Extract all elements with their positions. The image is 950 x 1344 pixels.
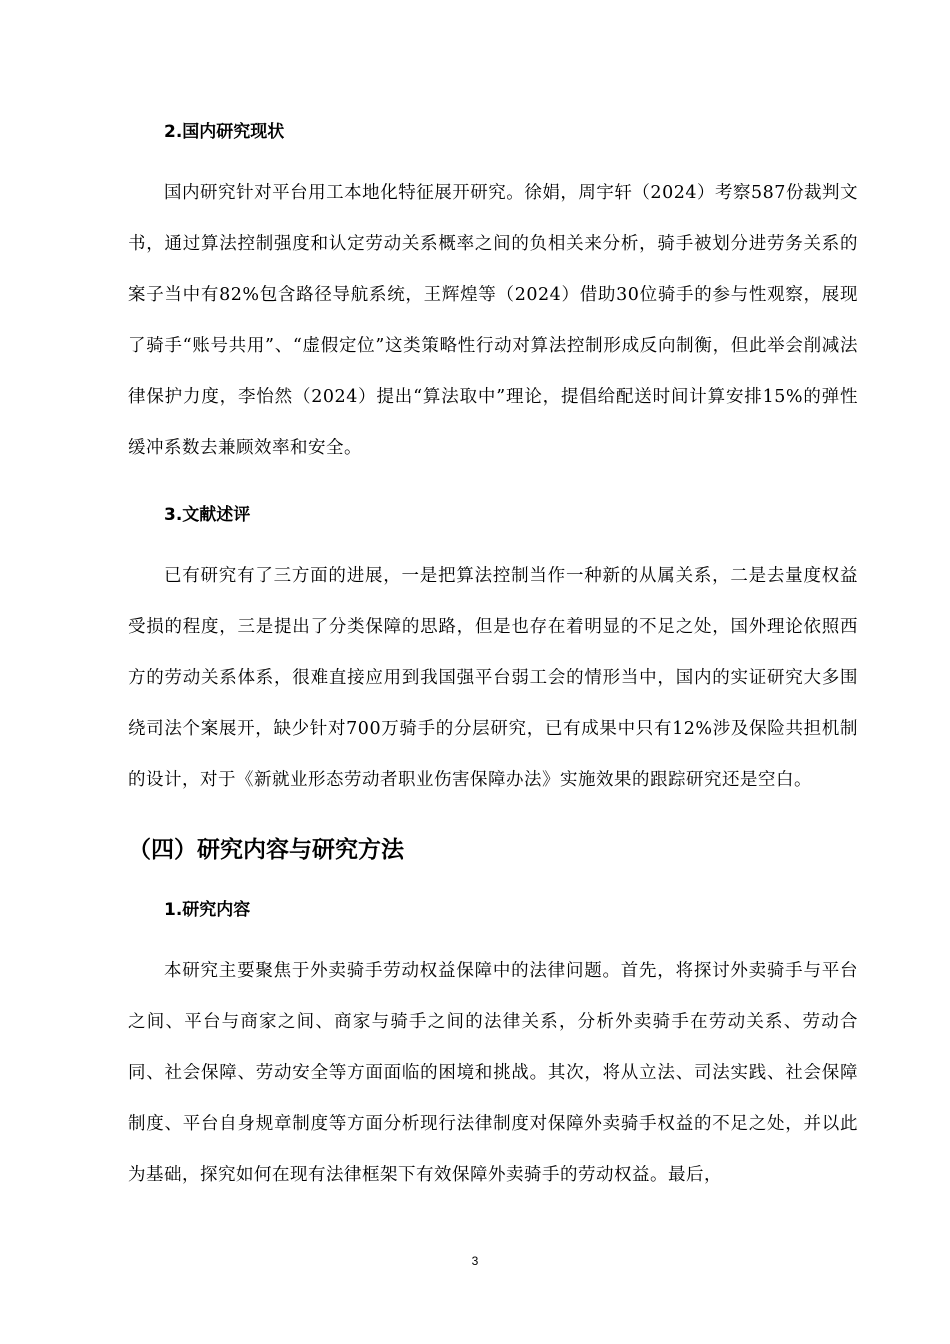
paragraph-domestic-research: 国内研究针对平台用工本地化特征展开研究。徐娟，周宇轩（2024）考察587份裁判文书，通过算法控制强度和认定劳动关系概率之间的负相关来分析，骑手被划分进劳务关系的案子当中有82%包含路径导航系统，王辉煌等（2024）借助30位骑手的参与性观察，展现了骑手“账号共用”、“虚假定位”这类策略性行动对算法控制形成反向制衡，但此举会削减法律保护力度，李怡然（2024）提出“算法取中”理论，提倡给配送时间计算安排15%的弹性缓冲系数去兼顾效率和安全。 — [128, 183, 858, 458]
page-content — [128, 116, 858, 1201]
page-number: 3 — [471, 1254, 479, 1268]
heading-part-four: （四）研究内容与研究方法 — [128, 837, 404, 863]
paragraph-research-content: 本研究主要聚焦于外卖骑手劳动权益保障中的法律问题。首先，将探讨外卖骑手与平台之间、平台与商家之间、商家与骑手之间的法律关系，分析外卖骑手在劳动关系、劳动合同、社会保障、劳动安全等方面面临的困境和挑战。其次，将从立法、司法实践、社会保障制度、平台自身规章制度等方面分析现行法律制度对保障外卖骑手权益的不足之处，并以此为基础，探究如何在现有法律框架下有效保障外卖骑手的劳动权益。最后， — [128, 961, 858, 1185]
heading-literature-review: 3.文献述评 — [164, 505, 251, 525]
paragraph-literature-review: 已有研究有了三方面的进展，一是把算法控制当作一种新的从属关系，二是去量度权益受损的程度，三是提出了分类保障的思路，但是也存在着明显的不足之处，国外理论依照西方的劳动关系体系，很难直接应用到我国强平台弱工会的情形当中，国内的实证研究大多围绕司法个案展开，缺少针对700万骑手的分层研究，已有成果中只有12%涉及保险共担机制的设计，对于《新就业形态劳动者职业伤害保障办法》实施效果的跟踪研究还是空白。 — [128, 566, 858, 790]
heading-research-content: 1.研究内容 — [164, 900, 251, 920]
heading-domestic-research: 2.国内研究现状 — [164, 122, 285, 142]
